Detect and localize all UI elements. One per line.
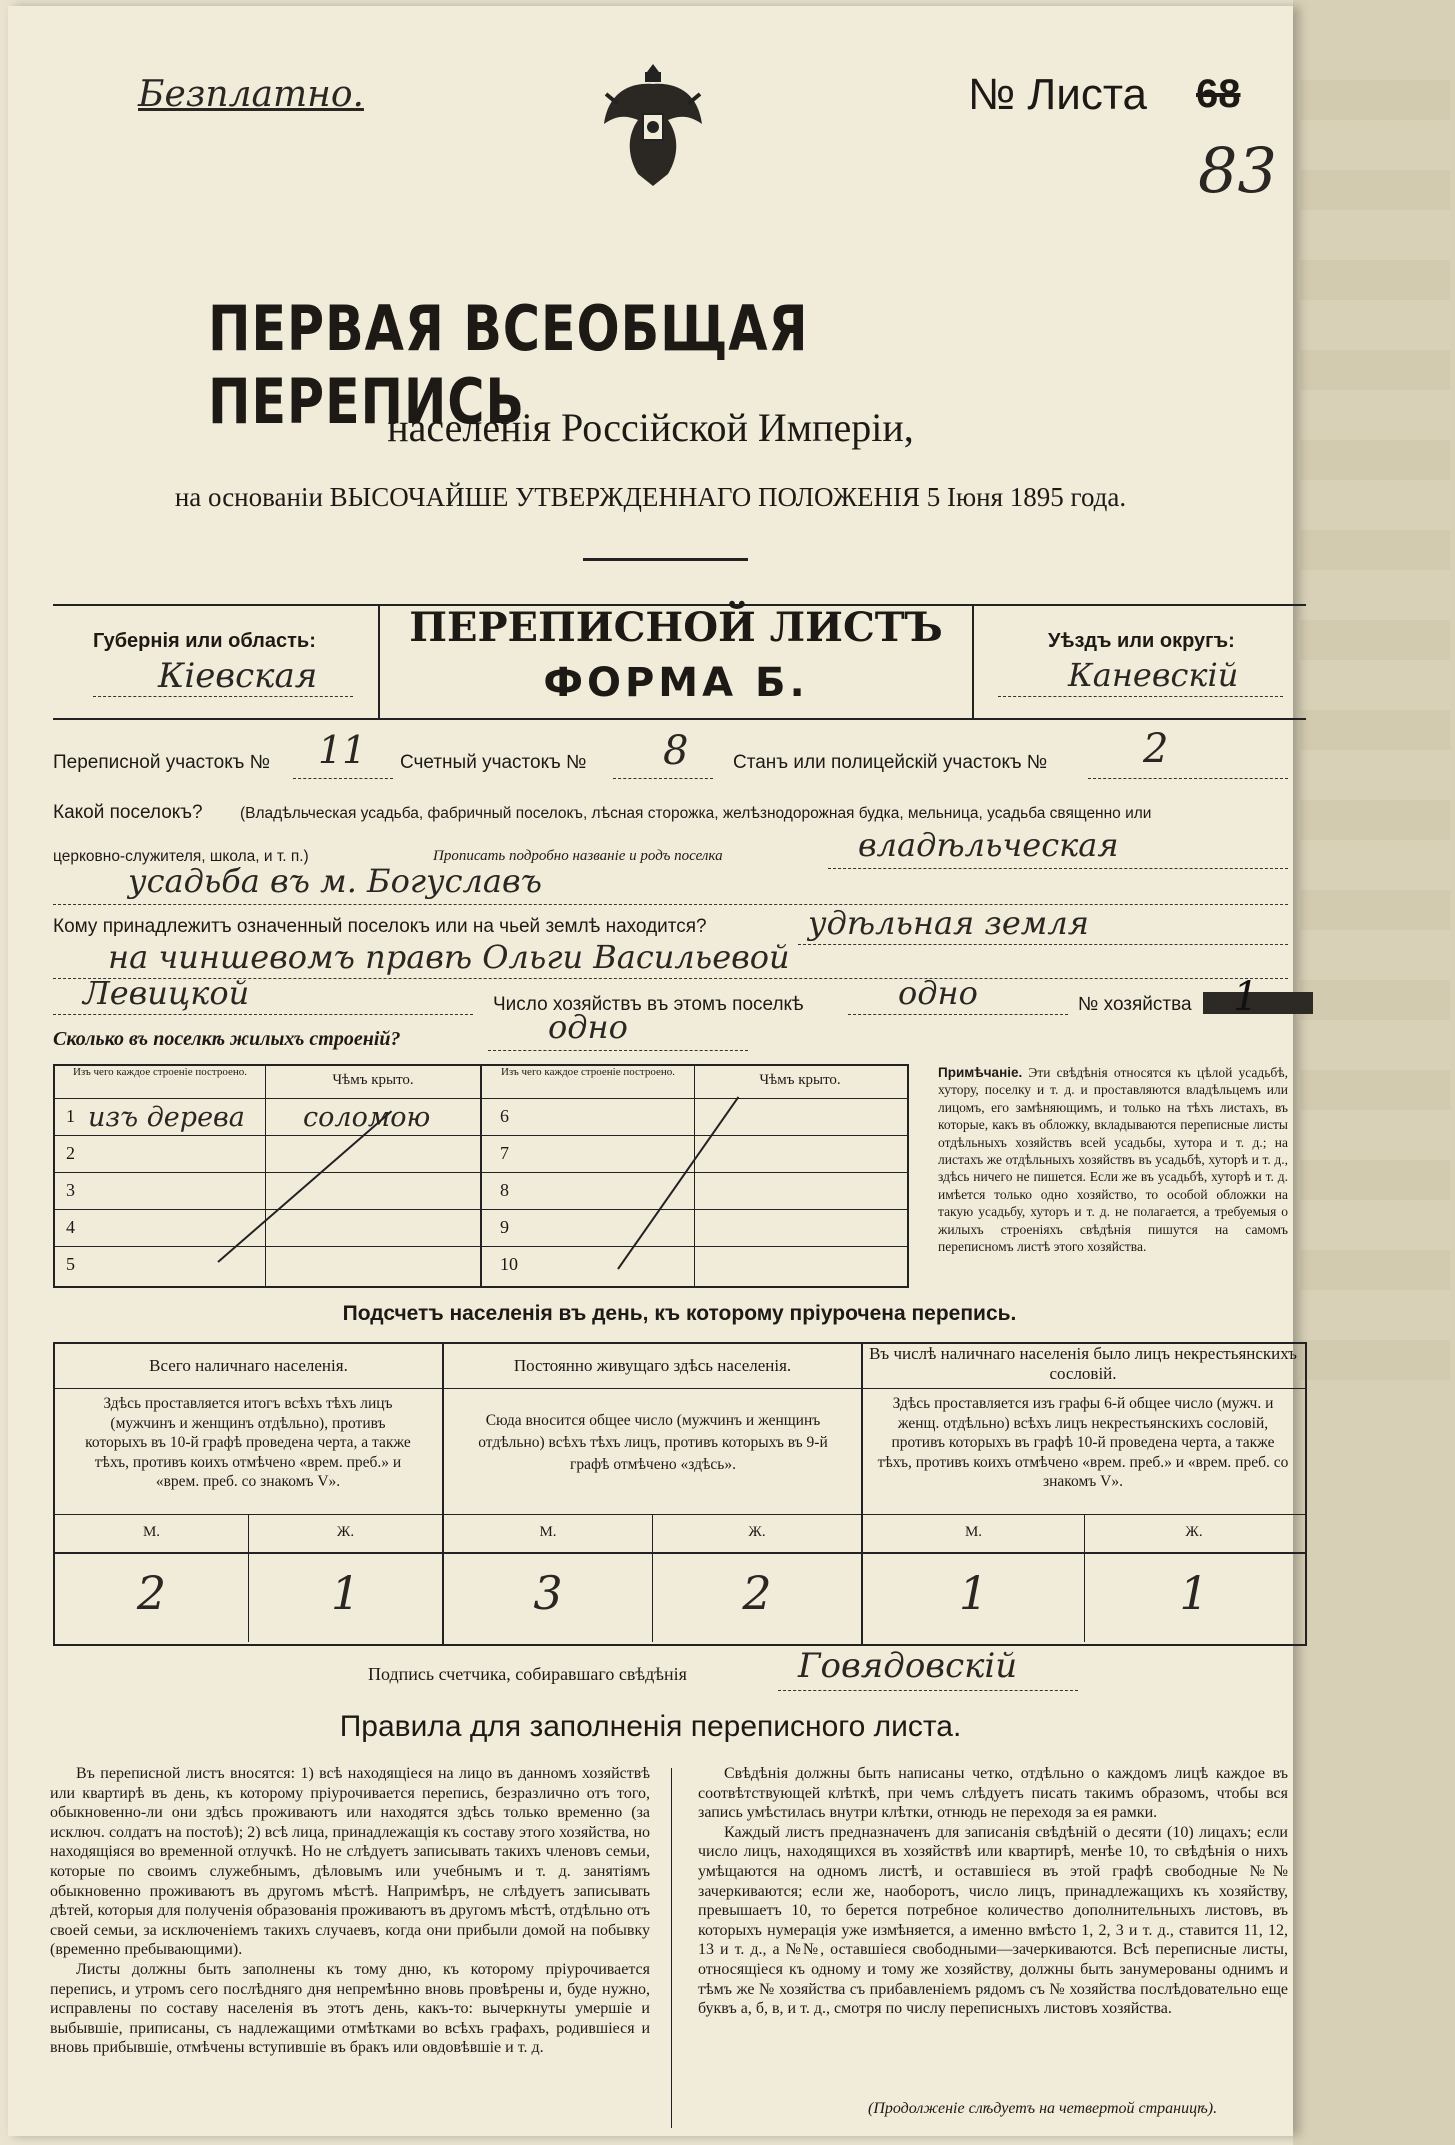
gubernia-label: Губернія или область: xyxy=(93,630,316,652)
signature-line xyxy=(778,1690,1078,1691)
count-permanent-female: 2 xyxy=(742,1566,772,1620)
signature-label: Подпись счетчика, собиравшаго свѣдѣнія xyxy=(368,1664,687,1684)
count-title-rule xyxy=(53,1388,1305,1389)
rules-right-column xyxy=(698,1764,1288,2019)
rules-continued-note: (Продолженіе слѣдуетъ на четвертой страницѣ). xyxy=(868,2100,1218,2117)
buildings-row-number-right: 9 xyxy=(500,1217,509,1237)
note-title: Примѣчаніе. xyxy=(938,1065,1023,1080)
buildings-row-number-left: 2 xyxy=(66,1143,75,1163)
settlement-hint-italic: Прописать подробно названіе и родъ поселка xyxy=(433,848,723,864)
household-number-value: 1 xyxy=(1233,974,1259,1020)
buildings-row-number-left: 5 xyxy=(66,1254,75,1274)
buildings-row-number-left: 1 xyxy=(66,1106,75,1126)
schet-uchastok-value: 8 xyxy=(663,728,689,774)
title-divider xyxy=(583,558,748,561)
owner-answer-3: Левицкой xyxy=(83,974,250,1012)
count-col2-title: Постоянно живущаго здѣсь населенія. xyxy=(513,1356,792,1375)
building-1-material: изъ дерева xyxy=(88,1102,245,1133)
owner-answer-1: удѣльная земля xyxy=(808,904,1089,942)
form-title: ПЕРЕПИСНОЙ ЛИСТЪ xyxy=(409,604,943,651)
settlement-hint-2: церковно-служителя, школа, и т. п.) xyxy=(53,848,309,865)
perepis-line xyxy=(293,778,393,779)
form-name: ФОРМА Б. xyxy=(543,660,809,706)
count-mf-rule xyxy=(53,1552,1305,1554)
sheet-number-label: № Листа xyxy=(968,70,1148,119)
stan-label: Станъ или полицейскій участокъ № xyxy=(733,752,1048,773)
buildings-line xyxy=(488,1050,748,1051)
households-label: Число хозяйствъ въ этомъ поселкѣ xyxy=(493,994,804,1015)
uezd-line xyxy=(998,696,1283,697)
settlement-line-2 xyxy=(53,904,1288,905)
sheet-number-handwritten: 83 xyxy=(1198,134,1277,207)
owner-line-3 xyxy=(53,1014,473,1015)
buildings-row-number-right: 10 xyxy=(500,1254,518,1274)
count-col1-title: Всего наличнаго населенія. xyxy=(149,1356,348,1375)
document-subtitle: населенія Россійской Имперіи, xyxy=(387,405,914,450)
buildings-row-number-right: 6 xyxy=(500,1106,509,1126)
gubernia-line xyxy=(93,696,353,697)
buildings-header-rule xyxy=(53,1098,907,1099)
perepis-uchastok-value: 11 xyxy=(318,728,367,772)
households-value: одно xyxy=(898,974,978,1012)
buildings-row-number-left: 4 xyxy=(66,1217,75,1237)
buildings-row-rule xyxy=(53,1135,907,1136)
buildings-row-rule xyxy=(53,1172,907,1173)
rules-right-paragraph-2: Каждый листъ предназначенъ для записанія свѣдѣній о десяти (10) лицахъ; если число лицъ, находящихся въ хозяйствѣ или квартирѣ, менѣе 10, то свѣдѣнія о нихъ умѣщаются на одномъ листѣ, и оставшіеся въ этой графѣ свободные №№ зачеркиваются; если же, наоборотъ, число лицъ, принадлежащихъ къ хозяйству, превышаетъ 10, то берется потребное количество дополнительныхъ листовъ, въ которыхъ нумерація уже измѣняется, а именно вмѣсто 1, 2, 3 и т. д., ставится 11, 12, 13 и т. д., а №№, оставшіеся свободными—зачеркиваются. Всѣ переписные листы, относящіеся къ одному и тому же хозяйству, должны быть занумерованы однимъ и тѣмъ же № хозяйства съ прибавленіемъ рядомъ съ № хозяйства послѣдовательно еще буквъ а, б, в, и т. д., смотря по числу переписныхъ листовъ хозяйства. xyxy=(698,1823,1288,2018)
form-bottom-rule xyxy=(53,718,1306,720)
count-present-male: 2 xyxy=(136,1566,167,1620)
count-m-label-1: М. xyxy=(142,1524,161,1540)
adjacent-page-shadow xyxy=(1300,80,1450,1380)
settlement-line-1 xyxy=(828,868,1288,869)
rules-left-paragraph-1: Въ переписной листъ вносятся: 1) всѣ находящіеся на лицо въ данномъ хозяйствѣ или квартирѣ въ день, къ которому пріурочивается перепись, безразлично отъ того, обыкновенно-ли они здѣсь проживаютъ или находятся здѣсь только временно (за исключ. солдатъ на постоѣ); 2) всѣ лица, принадлежащія къ составу этого хозяйства, но находящіяся во временной отлучкѣ. Но не слѣдуетъ записывать такихъ членовъ семьи, которые по своимъ служебнымъ, дѣловымъ или учебнымъ и т. д. занятіямъ обыкновенно проживаютъ въ другомъ мѣстѣ. Напримѣръ, не слѣдуетъ записывать дѣтей, которыя для полученія образованія проживаютъ въ другомъ мѣстѣ, отдѣльно отъ своей семьи, за исключеніемъ такихъ случаевъ, когда они прибыли домой на побывку (временно пребывающими). xyxy=(50,1765,650,1959)
count-f-label-3: Ж. xyxy=(1185,1524,1203,1540)
buildings-row-rule xyxy=(53,1209,907,1210)
household-number-label: № хозяйства xyxy=(1078,994,1192,1015)
imperial-eagle-emblem xyxy=(598,54,708,194)
census-sheet xyxy=(8,6,1297,2136)
count-f-label-2: Ж. xyxy=(748,1524,766,1540)
buildings-col-roof-right: Чѣмъ крыто. xyxy=(759,1072,841,1088)
buildings-col-roof-left: Чѣмъ крыто. xyxy=(332,1072,414,1088)
count-present-female: 1 xyxy=(330,1566,361,1620)
count-nonpeasant-male: 1 xyxy=(958,1566,989,1620)
count-heading: Подсчетъ населенія въ день, къ которому пріурочена перепись. xyxy=(342,1302,1017,1325)
document-title: ПЕРВАЯ ВСЕОБЩАЯ ПЕРЕПИСЬ xyxy=(208,292,809,438)
count-col1-text: Здѣсь проставляется итогъ всѣхъ тѣхъ лицъ (мужчинъ и женщинъ отдѣльно), противъ которыхъ въ 10-й графѣ проведена черта, а также тѣхъ, противъ коихъ отмѣчено «врем. преб.» и «врем. преб. со знакомъ V». xyxy=(85,1395,411,1490)
buildings-col-material-right: Изъ чего каждое строеніе построено. xyxy=(500,1066,676,1078)
signature-value: Говядовскій xyxy=(798,1646,1018,1686)
stan-value: 2 xyxy=(1143,726,1169,772)
count-col3-title: Въ числѣ наличнаго населенія было лицъ некрестьянскихъ сословій. xyxy=(869,1344,1297,1383)
stan-line xyxy=(1088,778,1288,779)
perepis-uchastok-label: Переписной участокъ № xyxy=(53,752,271,773)
free-label: Безплатно. xyxy=(138,74,364,115)
schet-uchastok-label: Счетный участокъ № xyxy=(400,752,587,773)
count-m-label-3: М. xyxy=(964,1524,983,1540)
document-basis: на основаніи ВЫСОЧАЙШЕ УТВЕРЖДЕННАГО ПОЛОЖЕНІЯ 5 Іюня 1895 года. xyxy=(174,482,1127,512)
uezd-label: Уѣздъ или округъ: xyxy=(1048,630,1235,652)
settlement-answer-2: усадьба въ м. Богуславъ xyxy=(128,862,542,900)
count-permanent-male: 3 xyxy=(533,1566,563,1620)
buildings-row-number-right: 7 xyxy=(500,1143,509,1163)
buildings-label: Сколько въ поселкѣ жилыхъ строеній? xyxy=(53,1028,401,1050)
count-text-rule xyxy=(53,1514,1305,1515)
count-m-label-2: М. xyxy=(539,1524,557,1540)
rules-right-paragraph-1: Свѣдѣнія должны быть написаны четко, отдѣльно о каждомъ лицѣ каждое въ соотвѣтствующей клѣткѣ, при чемъ слѣдуетъ писать такимъ образомъ, чтобы вся запись умѣстилась внутри клѣтки, отнюдь не переходя за ея рамки. xyxy=(698,1765,1288,1822)
settlement-answer-1: владѣльческая xyxy=(858,826,1119,864)
uezd-value: Каневскій xyxy=(1068,656,1239,694)
note-text: Эти свѣдѣнія относятся къ цѣлой усадьбѣ, хутору, поселку и т. д. и проставляются владѣльцемъ или лицомъ, его замѣняющимъ, и только на тѣхъ листахъ, въ которые, какъ въ обложку, вкладываются переписные листы отдѣльныхъ хозяйствъ всей усадьбы, хутора и т. д.; на листахъ же отдѣльныхъ хозяйствъ въ усадьбѣ, хуторѣ и т. д., здѣсь ничего не пишется. Если же въ усадьбѣ, хуторѣ и т. д. имѣется только одно хозяйство, то особой обложки на такую усадьбу, хуторъ и т. д. не полагается, а требуемыя о жилыхъ строеніяхъ свѣдѣнія пишутся на самомъ переписномъ листѣ этого хозяйства. xyxy=(938,1065,1289,1255)
gubernia-value: Кіевская xyxy=(158,656,318,696)
buildings-row-number-left: 3 xyxy=(66,1180,75,1200)
count-col3-text: Здѣсь проставляется изъ графы 6-й общее число (мужч. и женщ. отдѣльно) всѣхъ лицъ некрестьянскихъ сословій, противъ которыхъ въ графѣ 10-й проведена черта, а также тѣхъ, противъ коихъ отмѣчено «врем. преб.» и «врем. преб. со знакомъ V». xyxy=(877,1395,1289,1490)
rules-column-divider xyxy=(671,1768,672,2128)
rules-left-column xyxy=(50,1764,650,2058)
households-line xyxy=(848,1014,1068,1015)
buildings-row-number-right: 8 xyxy=(500,1180,509,1200)
owner-question: Кому принадлежитъ означенный поселокъ или на чьей землѣ находится? xyxy=(53,916,707,937)
rules-title: Правила для заполненія переписного листа. xyxy=(339,1710,962,1743)
count-col2-text: Сюда вносится общее число (мужчинъ и женщинъ отдѣльно) всѣхъ тѣхъ лицъ, противъ которыхъ въ 9-й графѣ отмѣчено «здѣсь». xyxy=(478,1412,828,1473)
owner-answer-2: на чиншевомъ правѣ Ольги Васильевой xyxy=(108,938,790,976)
count-f-label-1: Ж. xyxy=(336,1524,355,1540)
owner-line-1 xyxy=(798,944,1288,945)
count-nonpeasant-female: 1 xyxy=(1179,1566,1209,1620)
buildings-note xyxy=(938,1064,1288,1255)
settlement-hint-1: (Владѣльческая усадьба, фабричный поселокъ, лѣсная сторожка, желѣзнодорожная будка, мельница, усадьба священно или xyxy=(240,805,1152,822)
buildings-row-rule xyxy=(53,1246,907,1247)
buildings-col-material-left: Изъ чего каждое строеніе построено. xyxy=(72,1066,248,1078)
form-divider-right xyxy=(972,604,974,718)
sheet-number-crossed: 68 xyxy=(1196,72,1241,116)
schet-line xyxy=(613,778,713,779)
building-1-roof: соломою xyxy=(303,1102,431,1133)
rules-left-paragraph-2: Листы должны быть заполнены къ тому дню, къ которому пріурочивается перепись, и утромъ сего послѣдняго дня непремѣнно вновь провѣрены и, буде нужно, исправлены по составу населенія въ этотъ день, какъ-то: вычеркнуты умершіе и выбывшіе, приписаны, съ надлежащими отмѣтками во всѣхъ графахъ, родившіеся и вновь прибывшіе, отмѣчены вступившіе въ бракъ или овдовѣвшіе и т. д. xyxy=(50,1960,650,2057)
buildings-value: одно xyxy=(548,1008,628,1046)
settlement-question: Какой поселокъ? xyxy=(53,802,203,823)
